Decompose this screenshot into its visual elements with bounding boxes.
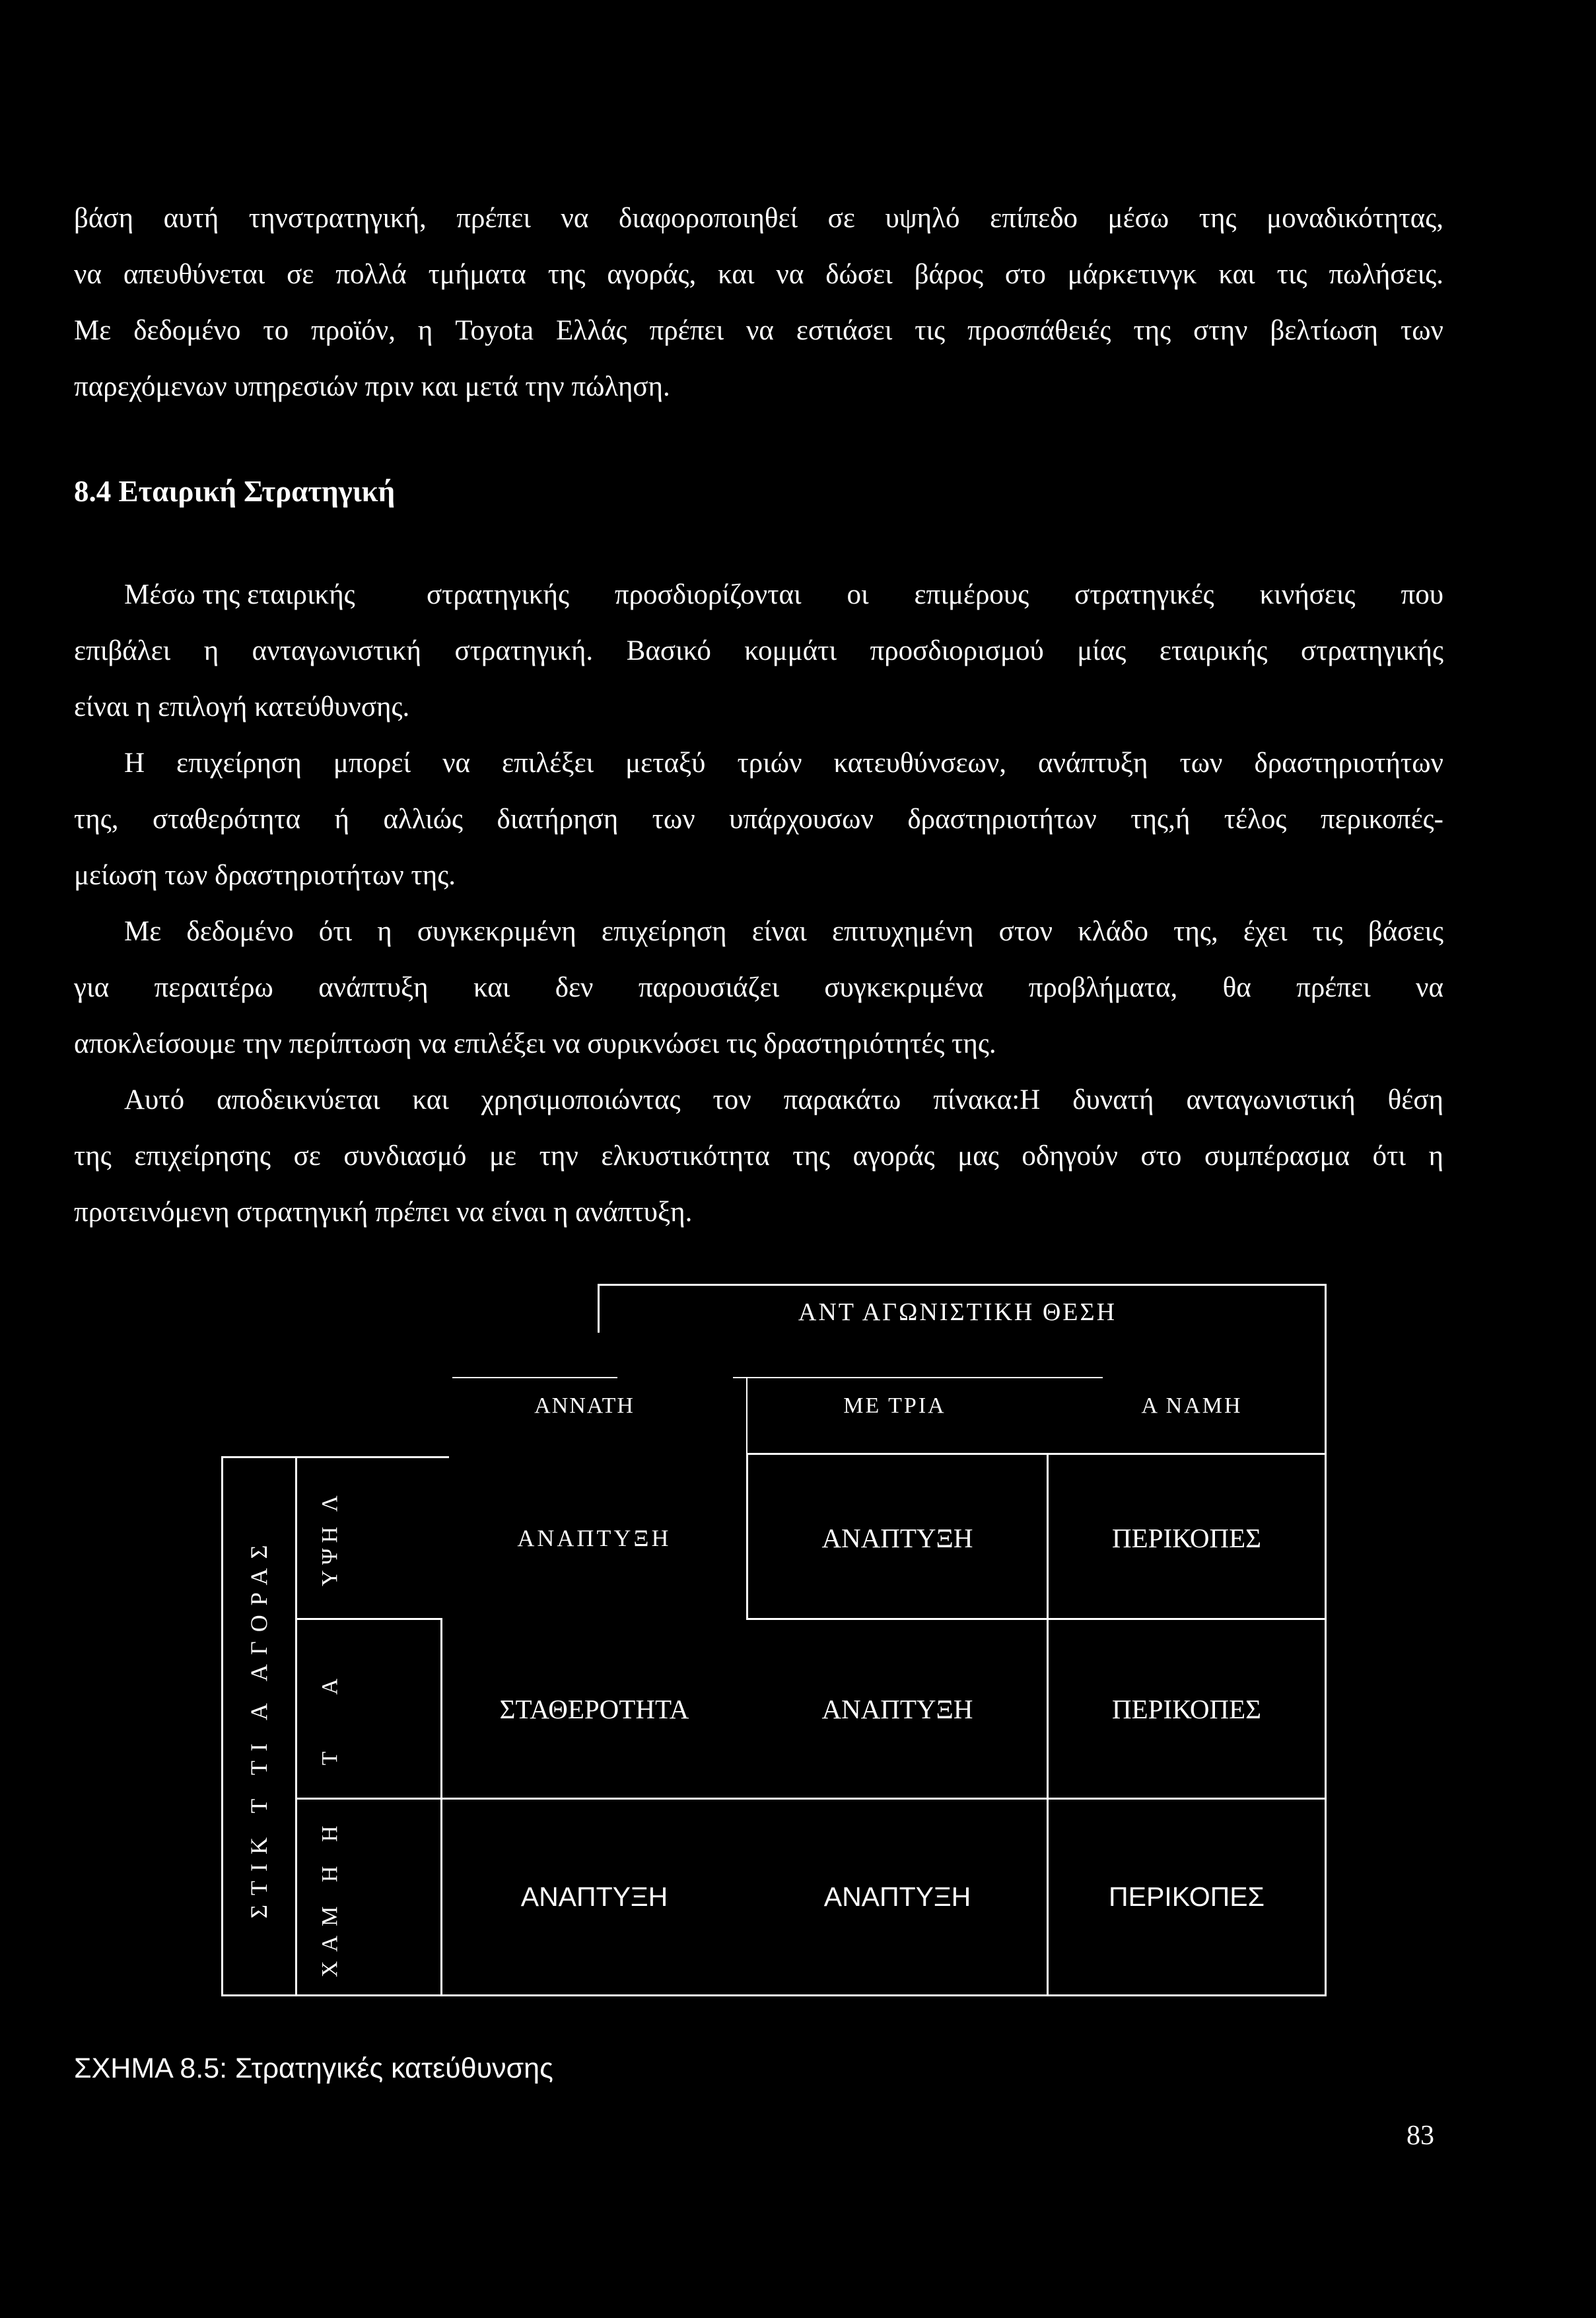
matrix-cell-low-weak: ΠΕΡΙΚΟΠΕΣ (1109, 1881, 1265, 1912)
matrix-cell-high-medium: ΑΝΑΠΤΥΞΗ (821, 1523, 973, 1553)
body-text-line: Η επιχείρηση μπορεί να επιλέξει μεταξύ τριών κατευθύνσεων, ανάπτυξη των δραστηριοτήτων (124, 748, 1443, 779)
grid-line (295, 1798, 440, 1800)
body-text-line: είναι η επιλογή κατεύθυνσης. (74, 691, 410, 722)
matrix-cell-medium-weak: ΠΕΡΙΚΟΠΕΣ (1111, 1693, 1262, 1724)
grid-line (221, 1456, 449, 1458)
matrix-cell-medium-strong: ΣΤΑΘΕΡΟΤΗΤΑ (499, 1693, 689, 1724)
grid-line (746, 1453, 1327, 1455)
market-attractiveness-title: ΣΤΙΚ Τ ΤΙ Α ΑΓΟΡΑΣ (246, 1535, 272, 1918)
matrix-cell-low-strong: ΑΝΑΠΤΥΞΗ (520, 1881, 668, 1912)
competitive-position-title: ΑΝΤ ΑΓΩΝΙΣΤΙΚΗ ΘΕΣΗ (798, 1298, 1117, 1326)
figure-border-right-upper (1325, 1284, 1327, 1456)
body-text-line: Αυτό αποδεικνύεται και χρησιμοποιώντας τον παρακάτω πίνακα:Η δυνατή ανταγωνιστική θέση (124, 1084, 1443, 1115)
grid-line (295, 1618, 440, 1620)
matrix-cell-high-strong: ΑΝΑΠΤΥΞΗ (517, 1525, 672, 1551)
figure-caption: ΣΧΗΜΑ 8.5: Στρατηγικές κατεύθυνσης (74, 2053, 553, 2084)
matrix-cell-high-weak: ΠΕΡΙΚΟΠΕΣ (1111, 1523, 1262, 1553)
body-text-line: της, σταθερότητα ή αλλιώς διατήρηση των υπάρχουσων δραστηριοτήτων της,ή τέλος περικοπές- (74, 804, 1443, 835)
body-text-line: επιβάλει η ανταγωνιστική στρατηγική. Βασικό κομμάτι προσδιορισμού μίας εταιρικής στρατηγικής (74, 635, 1443, 666)
divider-line (452, 1377, 617, 1378)
row-header-high: ΥΨΗ Λ (318, 1490, 342, 1586)
col-header-weak: Α ΝΑΜΗ (1141, 1393, 1243, 1418)
grid-line (221, 1994, 1327, 1996)
row-header-medium: Τ Α (318, 1652, 342, 1766)
matrix-cell-low-medium: ΑΝΑΠΤΥΞΗ (823, 1881, 971, 1912)
col-header-strong: ΑΝΝΑΤΗ (534, 1393, 635, 1418)
matrix-cell-medium-medium: ΑΝΑΠΤΥΞΗ (821, 1693, 973, 1724)
body-text-line: μείωση των δραστηριοτήτων της. (74, 860, 456, 891)
body-text-line: να απευθύνεται σε πολλά τμήματα της αγοράς, και να δώσει βάρος στο μάρκετινγκ και τις πωλήσεις. (74, 259, 1443, 290)
page-number: 83 (1406, 2121, 1434, 2151)
figure-border-left-stub (598, 1284, 600, 1333)
body-text-line (74, 566, 1443, 624)
figure-border-top (598, 1284, 1326, 1286)
row-header-low: ΧΑΜ Η Η (318, 1816, 342, 1977)
section-heading: 8.4 Εταιρική Στρατηγική (74, 475, 396, 508)
body-text-line: Με δεδομένο ότι η συγκεκριμένη επιχείρηση είναι επιτυχημένη στον κλάδο της, έχει τις βάσεις (124, 916, 1443, 947)
body-text-line: Με δεδομένο το προϊόν, η Toyota Ελλάς πρέπει να εστιάσει τις προσπάθειές της στην βελτίωση των (74, 315, 1443, 346)
body-text-line: προτεινόμενη στρατηγική πρέπει να είναι η ανάπτυξη. (74, 1197, 693, 1228)
divider-line (746, 1377, 747, 1455)
col-header-medium: ΜΕ ΤΡΙΑ (843, 1393, 946, 1418)
body-text-line: για περαιτέρω ανάπτυξη και δεν παρουσιάζει συγκεκριμένα προβλήματα, θα πρέπει να (74, 972, 1443, 1003)
grid-line (1325, 1453, 1327, 1996)
body-text-line: αποκλείσουμε την περίπτωση να επιλέξει να συρικνώσει τις δραστηριότητές της. (74, 1028, 996, 1059)
body-text-line: βάση αυτή τηνστρατηγική, πρέπει να διαφοροποιηθεί σε υψηλό επίπεδο μέσω της μοναδικότητας, (74, 203, 1443, 234)
body-text-line: παρεχόμενων υπηρεσιών πριν και μετά την πώληση. (74, 371, 670, 402)
divider-line (733, 1377, 1103, 1378)
body-text-line: της επιχείρησης σε συνδιασμό με την ελκυστικότητα της αγοράς μας οδηγούν στο συμπέρασμα ότι η (74, 1141, 1443, 1172)
body-text-segment: Μέσω της εταιρικής (124, 579, 355, 610)
body-text-segment: στρατηγικής προσδιορίζονται οι επιμέρους στρατηγικές κινήσεις που (427, 579, 1443, 610)
